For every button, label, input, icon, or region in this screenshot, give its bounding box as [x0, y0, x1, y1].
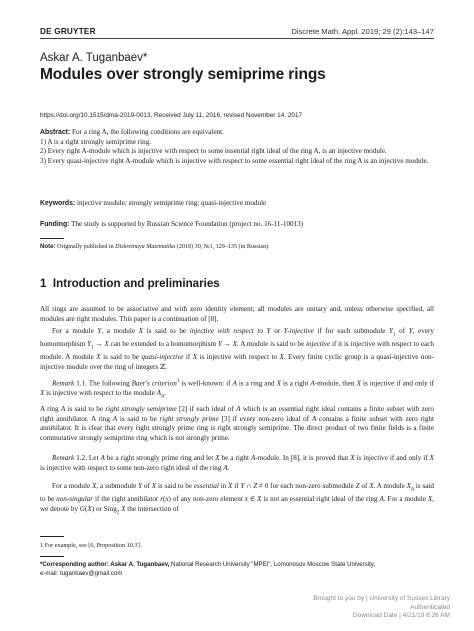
funding-label: Funding: [40, 221, 70, 228]
abstract-line-4: 3) Every quasi-injective right A-module which is injective with respect to some essential right ideal of the ring A is an injective module. [40, 157, 429, 166]
abstract-label: Abstract: [40, 129, 71, 136]
corresponding-divider [40, 556, 64, 557]
download-watermark [313, 595, 450, 621]
watermark-line-1: Brought to you by | University of Sussex Library [313, 595, 450, 602]
footnote-divider [40, 536, 64, 537]
corresponding-label: *Corresponding author: Askar A. Tuganbaev, [40, 561, 170, 568]
corresponding-author [40, 561, 375, 578]
body-paragraph-1: All rings are assumed to be associative and with zero identity element; all modules are unitary and, unless otherwise specified, all modules are right modules. This paper is a continuation of [8]. [40, 305, 434, 323]
publication-note [40, 243, 270, 250]
footnote: 1 For example, see [6, Proposition 10.3']. [40, 542, 143, 549]
publisher-name: DE GRUYTER [40, 27, 96, 36]
body-paragraph-3: Remark 1.1. The following Baer's criterion$^1$ is well-known: if A is a ring and X is a right A-module, then X is injective if and only if X is injective with respect to the module $A_A$. [40, 379, 434, 400]
note-text: Originally published in [57, 244, 116, 250]
body-paragraph-5: Remark 1.2. Let A be a right strongly prime ring and let X be a right A-module. In [8], it is proved that X is injective if and only if X is injective with respect to some non-zero right ideal of the ring A. [40, 454, 434, 472]
article-title: Modules over strongly semiprime rings [40, 66, 326, 83]
watermark-line-2: Authenticated [410, 603, 450, 611]
abstract-line-1: For a ring A, the following conditions are equivalent. [72, 128, 224, 136]
body-paragraph-4: A ring A is said to be right strongly semiprime [2] if each ideal of A which is an essential right ideal contains a finite subset with zero right annihilator. A ring A is said to be right strongly prime [3] if every non-zero ideal of A contains a finite subset with zero right annihilator. It is clear that every right strongly prime ring is right strongly semiprime. The direct product of two finite fields is a finite commutative strongly semiprime ring which is not strongly prime. [40, 405, 434, 443]
corresponding-affiliation: National Research University "MPEI", Lomonosov Moscow State University, [169, 561, 376, 568]
note-text-end: (2018) 30, №1, 129–135 (in Russian). [175, 244, 270, 250]
author-name: Askar A. Tuganbaev* [40, 52, 148, 64]
note-divider [40, 238, 64, 239]
abstract-line-2: 1) A is a right strongly semiprime ring. [40, 137, 152, 146]
section-number: 1 [40, 277, 47, 290]
journal-citation: Discrete Math. Appl. 2019; 29 (2):143–147 [291, 27, 434, 36]
keywords-label: Keywords: [40, 200, 76, 207]
watermark-line-3: Download Date | 4/21/19 6:26 AM [352, 612, 450, 620]
abstract-line-3: 2) Every right A-module which is injective with respect to some essential right ideal of the ring A, is an injective module. [40, 147, 387, 156]
header-divider [40, 38, 434, 39]
keywords-text: injective module; strongly semiprime ring; quasi-injective module [77, 199, 267, 207]
doi-line[interactable]: https://doi.org/10.1515/dma-2019-0013, Received July 11, 2016; revised November 14, 2017 [40, 112, 303, 119]
corresponding-email[interactable]: e-mail: tuganbaev@gmail.com [40, 569, 123, 577]
funding-text: The study is supported by Russian Science Foundation (project no. 16-11-10013) [71, 220, 304, 228]
body-paragraph-2: For a module Y, a module X is said to be injective with respect to Y or Y-injective if for each submodule $Y_1$ of Y, every homomorphism $Y_1 \to X$ can be extended to a homomorphism Y → X. A module is said to be injective if it is injective with respect to each module. A module X is said to be quasi-injective if X is injective with respect to X. Every finite cyclic group is a quasi-injective non-injective module over the ring of integers ℤ. [40, 327, 434, 371]
note-label: Note: [40, 243, 56, 250]
note-journal: Diskretnaya Matematika [115, 244, 176, 250]
funding [40, 220, 434, 230]
keywords [40, 199, 434, 209]
body-paragraph-6: For a module X, a submodule Y of X is said to be essential in X if Y ∩ Z ≠ 0 for each non-zero submodule Z of X. A module $X_A$ is said to be non-singular if the right annihilator r(x) of any non-zero element x ∈ X is not an essential right ideal of the ring A. For a module X, we denote by G(X) or Sing$_2$ X the intersection of [40, 482, 435, 516]
abstract [40, 128, 434, 167]
section-heading [40, 277, 220, 290]
section-title: Introduction and preliminaries [52, 277, 220, 290]
